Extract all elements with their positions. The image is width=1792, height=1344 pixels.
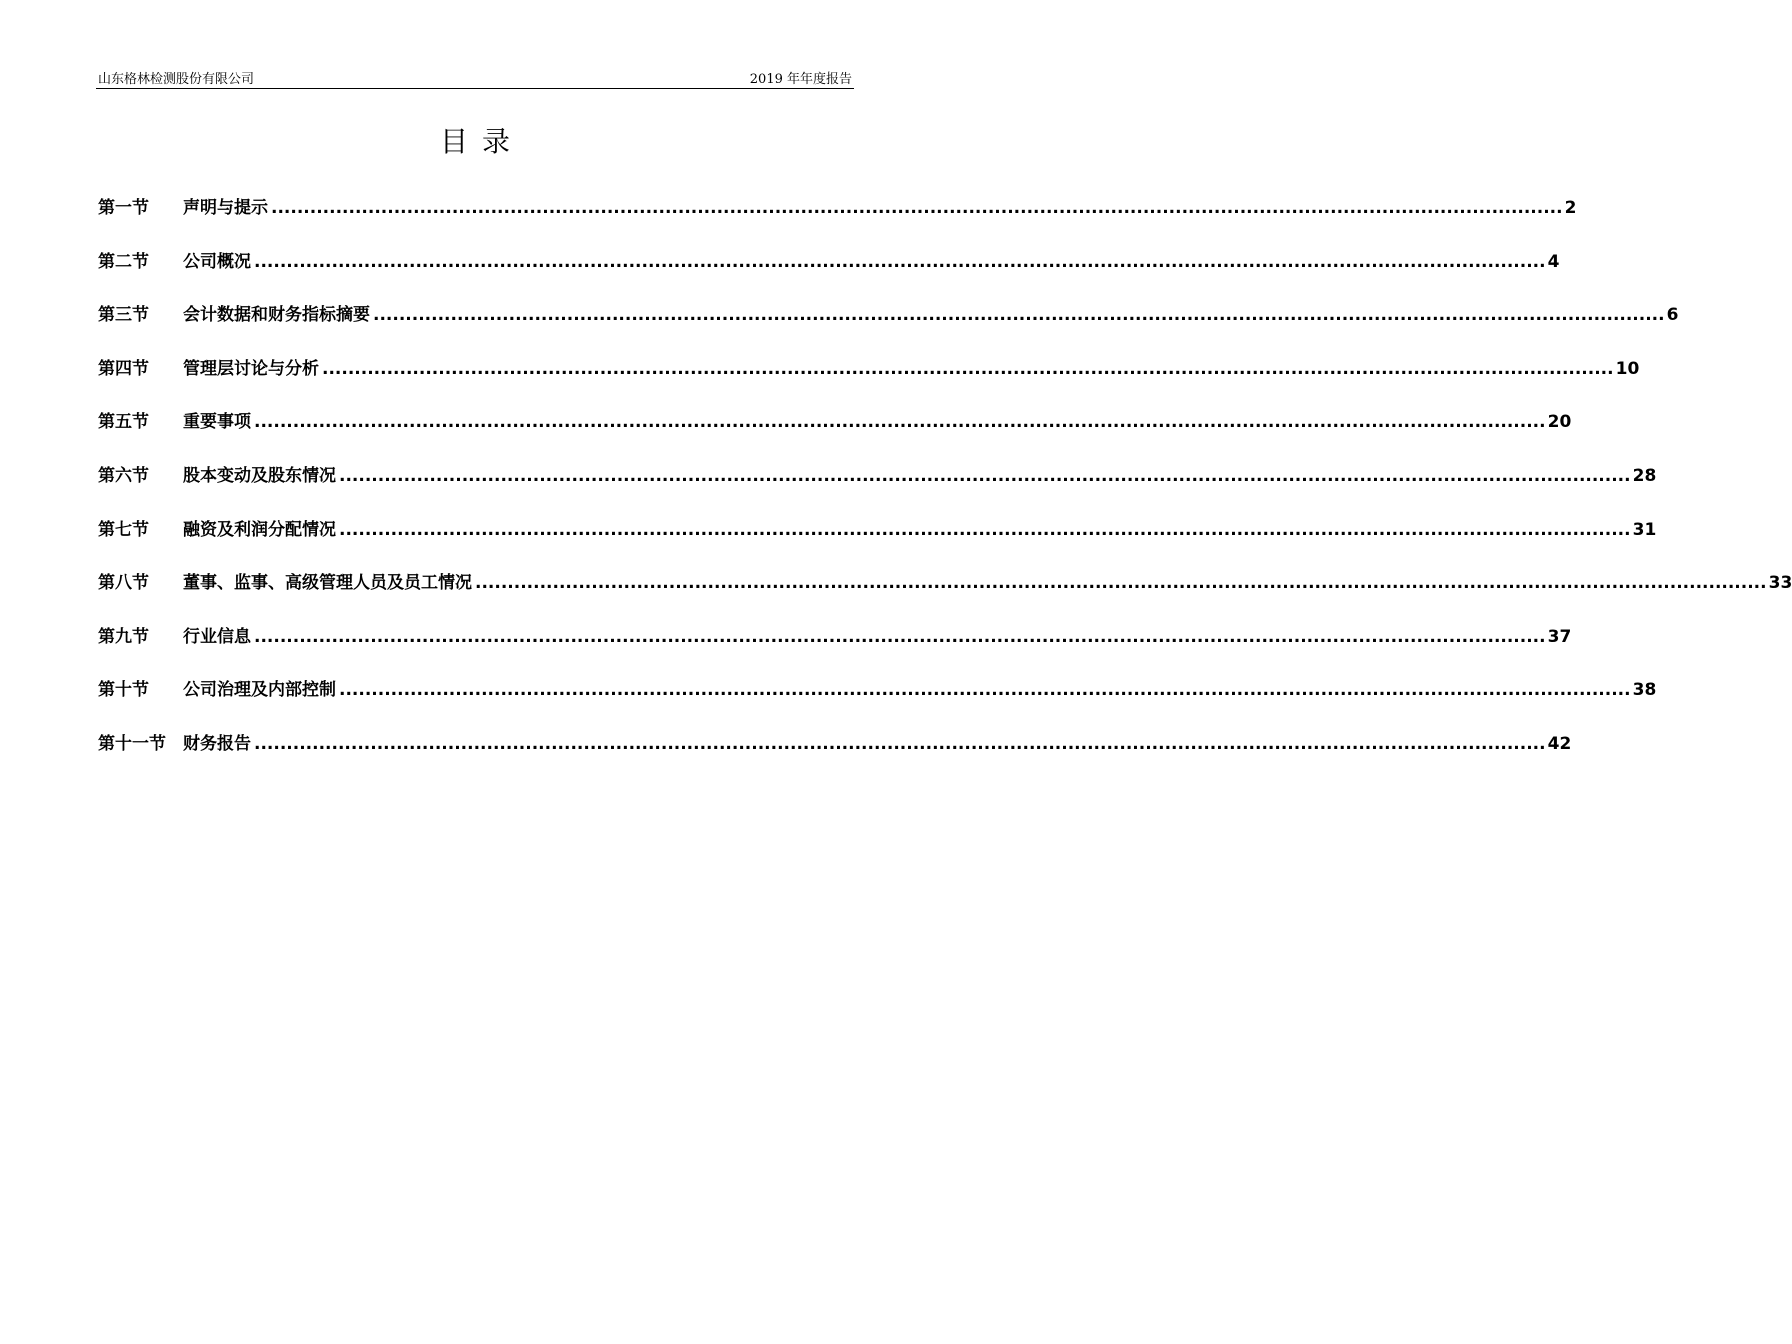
toc-entry[interactable] <box>98 568 1792 622</box>
toc-entry[interactable] <box>98 461 1657 515</box>
toc-section-number: 第七节 <box>98 519 149 540</box>
toc-entry[interactable] <box>98 354 1640 408</box>
toc-list <box>98 193 1792 783</box>
header-report-title: 2019 年年度报告 <box>749 72 852 87</box>
toc-page-number: 4 <box>1547 251 1560 272</box>
toc-page-number: 28 <box>1632 465 1657 486</box>
toc-section-name: 融资及利润分配情况 <box>183 519 336 540</box>
toc-section-number: 第五节 <box>98 412 149 433</box>
toc-dot-leader: ........................................................................................................................................................................................................ <box>254 412 1546 433</box>
toc-section-name: 管理层讨论与分析 <box>183 358 319 379</box>
toc-entry[interactable] <box>98 515 1657 569</box>
toc-section-number: 第十节 <box>98 680 149 701</box>
toc-section-name: 公司概况 <box>183 251 251 272</box>
toc-page-number: 38 <box>1632 680 1657 701</box>
toc-section-name: 公司治理及内部控制 <box>183 680 336 701</box>
toc-dot-leader: ........................................................................................................................................................................................................ <box>254 733 1546 754</box>
toc-section-name: 声明与提示 <box>183 198 268 218</box>
toc-section-name: 财务报告 <box>183 733 251 754</box>
toc-page-number: 42 <box>1547 733 1572 754</box>
toc-dot-leader: ........................................................................................................................................................................................................ <box>254 626 1546 647</box>
toc-dot-leader: ........................................................................................................................................................................................................ <box>339 680 1631 701</box>
toc-dot-leader: ........................................................................................................................................................................................................ <box>373 305 1665 326</box>
toc-page-number: 2 <box>1564 198 1577 218</box>
toc-dot-leader: ........................................................................................................................................................................................................ <box>339 465 1631 486</box>
toc-dot-leader: ........................................................................................................................................................................................................ <box>254 251 1546 272</box>
toc-entry[interactable] <box>98 622 1572 676</box>
toc-section-number: 第二节 <box>98 251 149 272</box>
toc-section-name: 重要事项 <box>183 412 251 433</box>
toc-section-name: 行业信息 <box>183 626 251 647</box>
toc-dot-leader: ........................................................................................................................................................................................................ <box>271 198 1563 218</box>
toc-entry[interactable] <box>98 407 1572 461</box>
page-header <box>96 66 854 89</box>
toc-section-number: 第九节 <box>98 626 149 647</box>
toc-page-number: 6 <box>1666 305 1679 326</box>
toc-section-number: 第八节 <box>98 573 149 594</box>
toc-section-name: 股本变动及股东情况 <box>183 465 336 486</box>
toc-section-number: 第十一节 <box>98 733 166 754</box>
toc-section-name: 董事、监事、高级管理人员及员工情况 <box>183 573 472 594</box>
toc-entry[interactable] <box>98 247 1560 301</box>
toc-entry[interactable] <box>98 300 1679 354</box>
toc-title: 目录 <box>439 125 524 158</box>
toc-entry[interactable] <box>98 729 1572 783</box>
toc-dot-leader: ........................................................................................................................................................................................................ <box>475 573 1767 594</box>
toc-section-number: 第一节 <box>98 198 149 218</box>
toc-entry[interactable] <box>98 675 1657 729</box>
toc-section-number: 第六节 <box>98 465 149 486</box>
toc-section-name: 会计数据和财务指标摘要 <box>183 305 370 326</box>
toc-page-number: 37 <box>1547 626 1572 647</box>
toc-page-number: 33 <box>1768 573 1792 594</box>
toc-page-number: 31 <box>1632 519 1657 540</box>
toc-section-number: 第四节 <box>98 358 149 379</box>
header-company-name: 山东格林检测股份有限公司 <box>98 72 255 87</box>
toc-dot-leader: ........................................................................................................................................................................................................ <box>322 358 1614 379</box>
toc-page-number: 10 <box>1615 358 1640 379</box>
toc-section-number: 第三节 <box>98 305 149 326</box>
toc-dot-leader: ........................................................................................................................................................................................................ <box>339 519 1631 540</box>
toc-page-number: 20 <box>1547 412 1572 433</box>
toc-entry[interactable] <box>98 193 1577 247</box>
